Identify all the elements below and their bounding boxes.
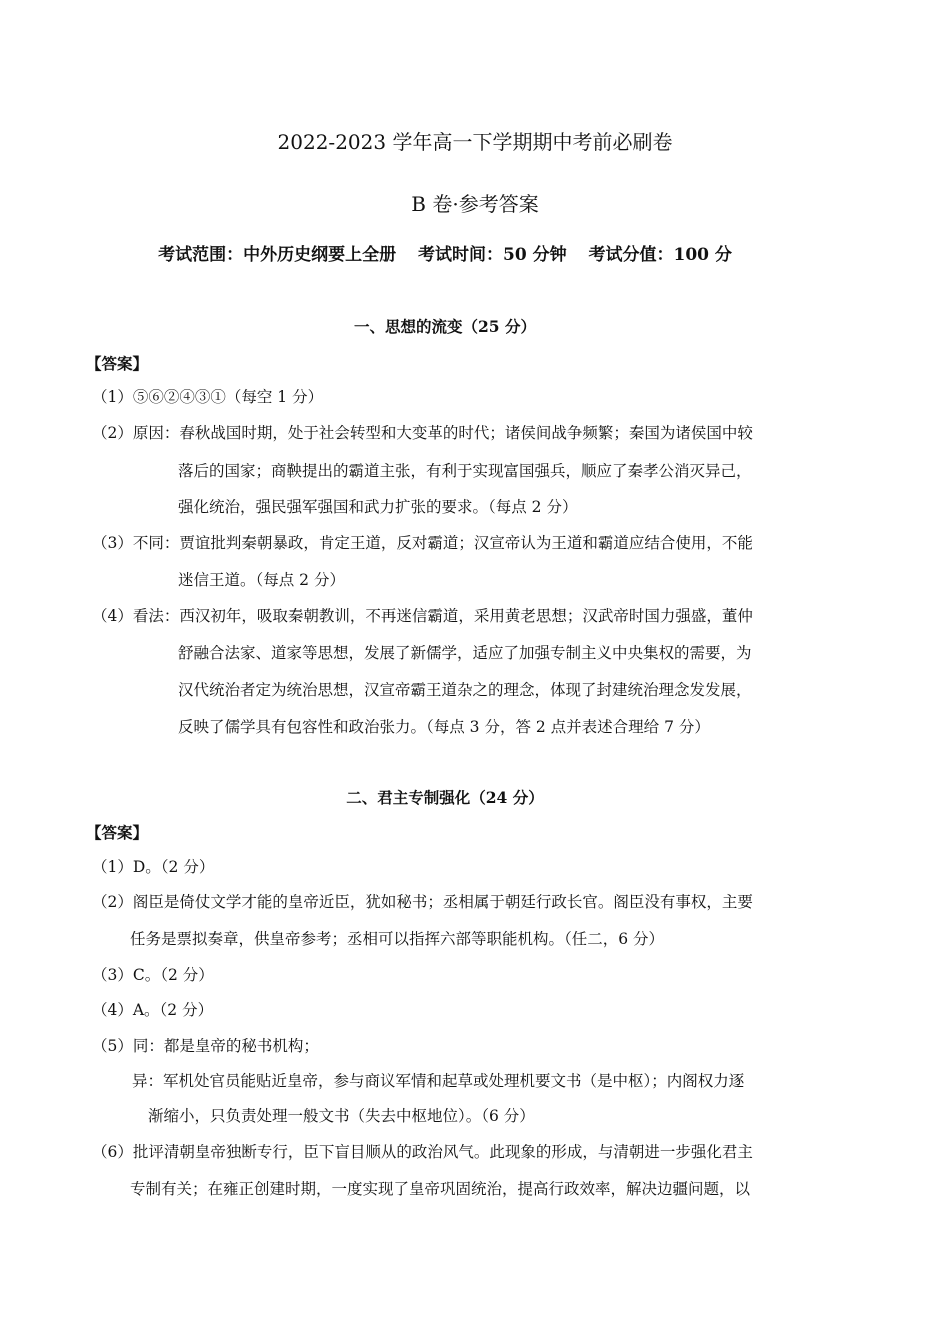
exam-score: 考试分值：100 分	[588, 245, 732, 265]
answer-line: 反映了儒学具有包容性和政治张力。（每点 3 分，答 2 点并表述合理给 7 分）	[178, 718, 710, 736]
answer-line: 专制有关；在雍正创建时期，一度实现了皇帝巩固统治，提高行政效率，解决边疆问题，以	[130, 1180, 751, 1198]
answer-label: 【答案】	[86, 354, 149, 373]
answer-line: （3）不同：贾谊批判秦朝暴政，肯定王道，反对霸道；汉宣帝认为王道和霸道应结合使用，不能	[92, 534, 753, 552]
answer-line: 强化统治，强民强军强国和武力扩张的要求。（每点 2 分）	[178, 498, 578, 516]
answer-line: （1）⑤⑥②④③①（每空 1 分）	[92, 388, 324, 406]
exam-subtitle: B 卷·参考答案	[411, 192, 539, 216]
answer-line: （2）原因：春秋战国时期，处于社会转型和大变革的时代；诸侯间战争频繁；秦国为诸侯国中较	[92, 424, 753, 442]
answer-line: （1）D。（2 分）	[92, 858, 215, 876]
answer-line: （6）批评清朝皇帝独断专行，臣下盲目顺从的政治风气。此现象的形成，与清朝进一步强化君主	[92, 1143, 753, 1161]
section-title: 一、思想的流变（25 分）	[354, 317, 536, 336]
answer-label: 【答案】	[86, 823, 149, 842]
exam-meta	[0, 240, 890, 265]
answer-line: 汉代统治者定为统治思想，汉宣帝霸王道杂之的理念，体现了封建统治理念发发展，	[178, 681, 752, 699]
exam-title: 2022-2023 学年高一下学期期中考前必刷卷	[277, 130, 673, 154]
exam-time: 考试时间：50 分钟	[418, 245, 567, 265]
answer-line: 异：军机处官员能贴近皇帝，参与商议军情和起草或处理机要文书（是中枢）；内阁权力逐	[132, 1072, 745, 1090]
answer-line: 落后的国家；商鞅提出的霸道主张，有利于实现富国强兵，顺应了秦孝公消灭异己，	[178, 462, 752, 480]
answer-line: （4）A。（2 分）	[92, 1001, 214, 1019]
answer-line: （4）看法：西汉初年，吸取秦朝教训，不再迷信霸道，采用黄老思想；汉武帝时国力强盛，董仲	[92, 607, 753, 625]
answer-line: 任务是票拟奏章，供皇帝参考；丞相可以指挥六部等职能机构。（任二，6 分）	[130, 930, 665, 948]
answer-line: 渐缩小，只负责处理一般文书（失去中枢地位）。（6 分）	[148, 1107, 535, 1125]
answer-line: 舒融合法家、道家等思想，发展了新儒学，适应了加强专制主义中央集权的需要，为	[178, 644, 752, 662]
answer-line: 迷信王道。（每点 2 分）	[178, 571, 345, 589]
answer-line: （2）阁臣是倚仗文学才能的皇帝近臣，犹如秘书；丞相属于朝廷行政长官。阁臣没有事权，主要	[92, 893, 753, 911]
exam-scope: 考试范围：中外历史纲要上全册	[158, 245, 397, 265]
section-title: 二、君主专制强化（24 分）	[346, 788, 544, 807]
answer-line: （5）同：都是皇帝的秘书机构；	[92, 1037, 319, 1055]
answer-line: （3）C。（2 分）	[92, 966, 214, 984]
